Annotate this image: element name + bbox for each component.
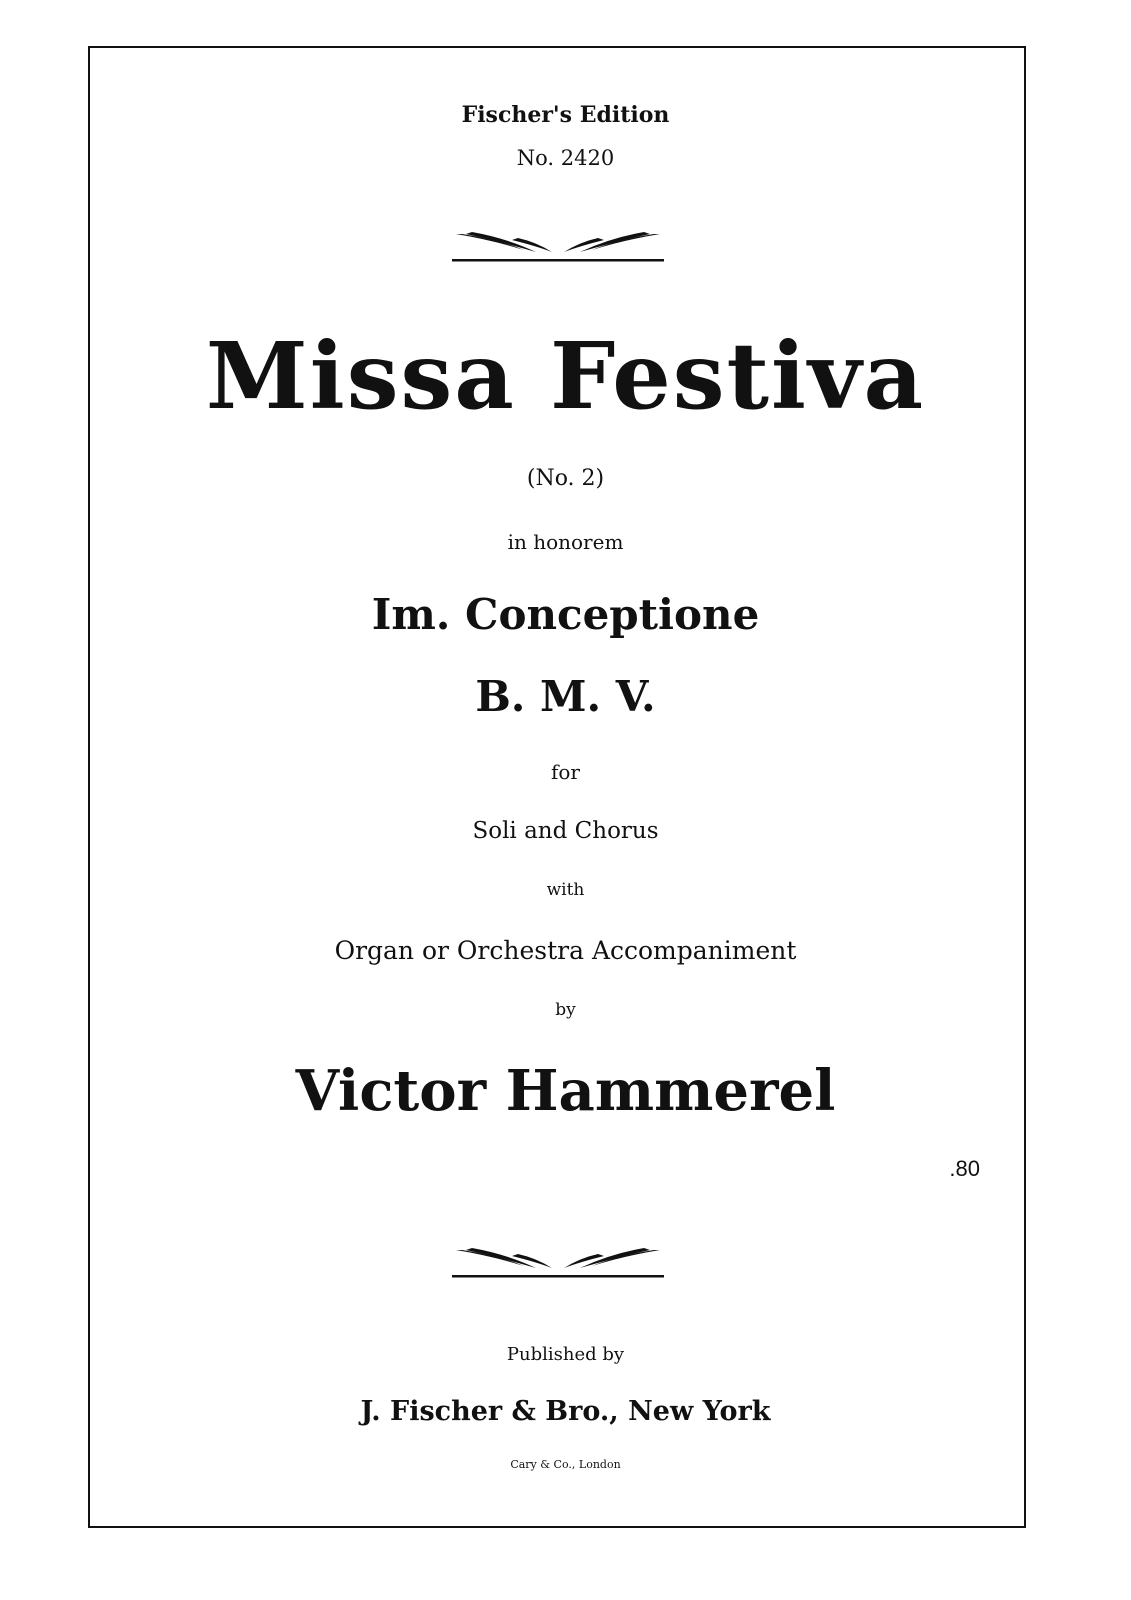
- ornament-top-icon: [452, 228, 664, 262]
- composer-by: by: [555, 1000, 576, 1020]
- subtitle-number: (No. 2): [526, 466, 605, 491]
- scoring-with: with: [546, 880, 585, 900]
- edition-name: Fischer's Edition: [461, 102, 670, 128]
- title: Missa Festiva: [205, 322, 926, 430]
- dedication-line-2: Im. Conceptione: [371, 590, 760, 639]
- composer-name: Victor Hammerel: [295, 1058, 836, 1124]
- dedication-line-1: in honorem: [507, 530, 624, 554]
- scoring-for: for: [550, 760, 580, 784]
- edition-number: No. 2420: [516, 146, 615, 170]
- page-border: [88, 46, 1026, 1528]
- ornament-bottom-icon: [452, 1244, 664, 1278]
- publisher-label: Published by: [506, 1344, 625, 1365]
- publisher-agent: Cary & Co., London: [510, 1458, 621, 1471]
- scoring-voices: Soli and Chorus: [472, 818, 659, 844]
- scoring-accompaniment: Organ or Orchestra Accompaniment: [334, 936, 797, 965]
- price: .80: [949, 1156, 980, 1181]
- publisher-name: J. Fischer & Bro., New York: [360, 1396, 771, 1427]
- dedication-line-3: B. M. V.: [475, 672, 656, 721]
